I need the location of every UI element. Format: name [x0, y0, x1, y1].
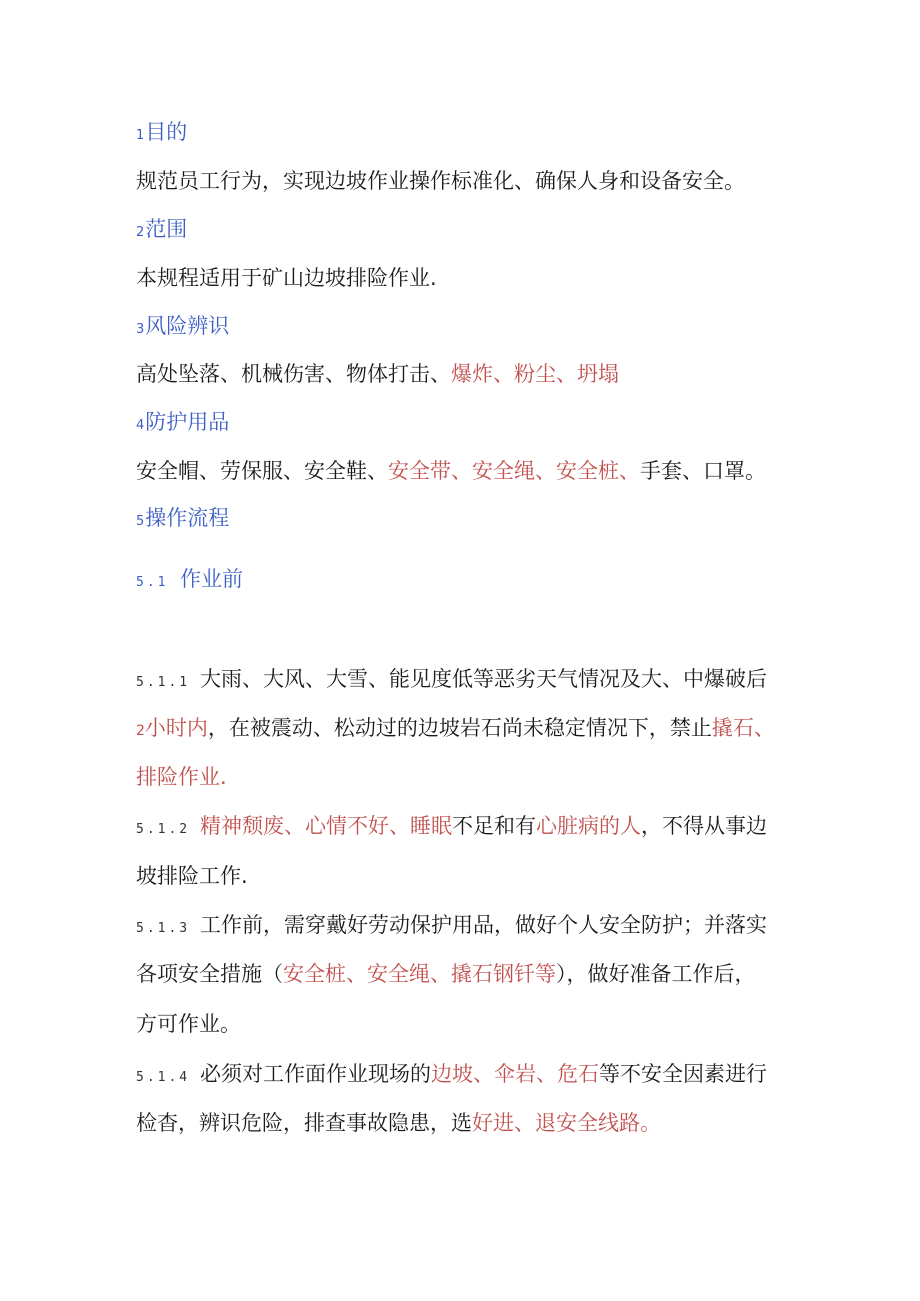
item-text-highlight: 精神颓废、心情不好、睡眠 [200, 814, 452, 838]
subsection-heading-before-work [136, 564, 243, 598]
item-number: 5.1.1 [136, 675, 191, 690]
item-5-1-3-line-2 [136, 959, 756, 989]
ppe-text: 安全帽、劳保服、安全鞋、 [136, 459, 388, 483]
item-5-1-4-line-2 [136, 1108, 661, 1138]
ppe-text: 手套、口罩。 [640, 459, 766, 483]
section-heading-scope [136, 214, 187, 248]
section-heading-purpose [136, 117, 187, 151]
section-body-purpose: 规范员工行为，实现边坡作业操作标准化、确保人身和设备安全。 [136, 169, 745, 193]
item-text: 工作前，需穿戴好劳动保护用品，做好个人安全防护；并落实 [200, 913, 767, 937]
subsection-number: 5.1 [136, 575, 169, 590]
item-text: 必须对工作面作业现场的 [200, 1062, 431, 1086]
item-5-1-2-line-2: 坡排险工作. [136, 864, 248, 888]
item-5-1-1-line-2 [136, 713, 775, 746]
item-5-1-2-line-1 [136, 811, 767, 845]
risk-text-highlight: 爆炸、粉尘、坍塌 [451, 362, 619, 386]
section-number: 5 [136, 514, 145, 529]
section-title: 目的 [145, 120, 188, 144]
section-title: 范围 [145, 217, 188, 241]
item-text-highlight: 好进、退安全线路。 [472, 1111, 661, 1135]
item-5-1-1-line-1 [136, 664, 767, 698]
item-text: 等不安全因素进行 [599, 1062, 767, 1086]
section-title: 风险辨识 [145, 314, 230, 338]
ppe-text-highlight: 安全带、安全绳、安全桩、 [388, 459, 640, 483]
item-text-highlight: 小时内 [144, 716, 208, 740]
item-number: 5.1.3 [136, 921, 191, 936]
item-number: 5.1.2 [136, 822, 191, 837]
section-body-ppe [136, 456, 766, 486]
item-text: 检杳，辨识危险，排查事故隐患，选 [136, 1111, 472, 1135]
item-text-highlight: 撬石、 [711, 716, 775, 740]
section-number: 4 [136, 418, 145, 433]
risk-text: 高处坠落、机械伤害、物体打击、 [136, 362, 451, 386]
item-5-1-1-line-3: 排险作业. [136, 765, 227, 789]
item-text-highlight: 安全桩、安全绳、撬石钢钎等 [283, 962, 556, 986]
item-text: 各项安全措施（ [136, 962, 283, 986]
item-text: ），做好准备工作后， [556, 962, 756, 986]
section-number: 1 [136, 128, 145, 143]
section-number: 3 [136, 322, 145, 337]
item-text-highlight: 心脏病的人 [536, 814, 641, 838]
item-5-1-3-line-3: 方可作业。 [136, 1012, 241, 1036]
item-text-highlight: 边坡、伞岩、危石 [431, 1062, 599, 1086]
item-text-highlight: 2 [136, 723, 145, 739]
item-number: 5.1.4 [136, 1070, 191, 1085]
section-heading-procedure [136, 503, 229, 537]
section-title: 操作流程 [145, 506, 230, 530]
section-number: 2 [136, 225, 145, 240]
subsection-title: 作业前 [180, 567, 243, 591]
section-body-scope: 本规程适用于矿山边坡排险作业. [136, 266, 437, 290]
item-5-1-3-line-1 [136, 910, 767, 944]
item-text: ，在被震动、松动过的边坡岩石尚未稳定情况下，禁止 [207, 716, 712, 740]
section-heading-ppe [136, 407, 229, 441]
item-text: ，不得从事边 [641, 814, 767, 838]
item-text: 大雨、大风、大雪、能见度低等恶劣天气情况及大、中爆破后 [200, 667, 767, 691]
section-heading-risk [136, 311, 229, 345]
item-text: 不足和有 [452, 814, 536, 838]
section-body-risk [136, 359, 619, 389]
item-5-1-4-line-1 [136, 1059, 767, 1093]
section-title: 防护用品 [145, 410, 230, 434]
